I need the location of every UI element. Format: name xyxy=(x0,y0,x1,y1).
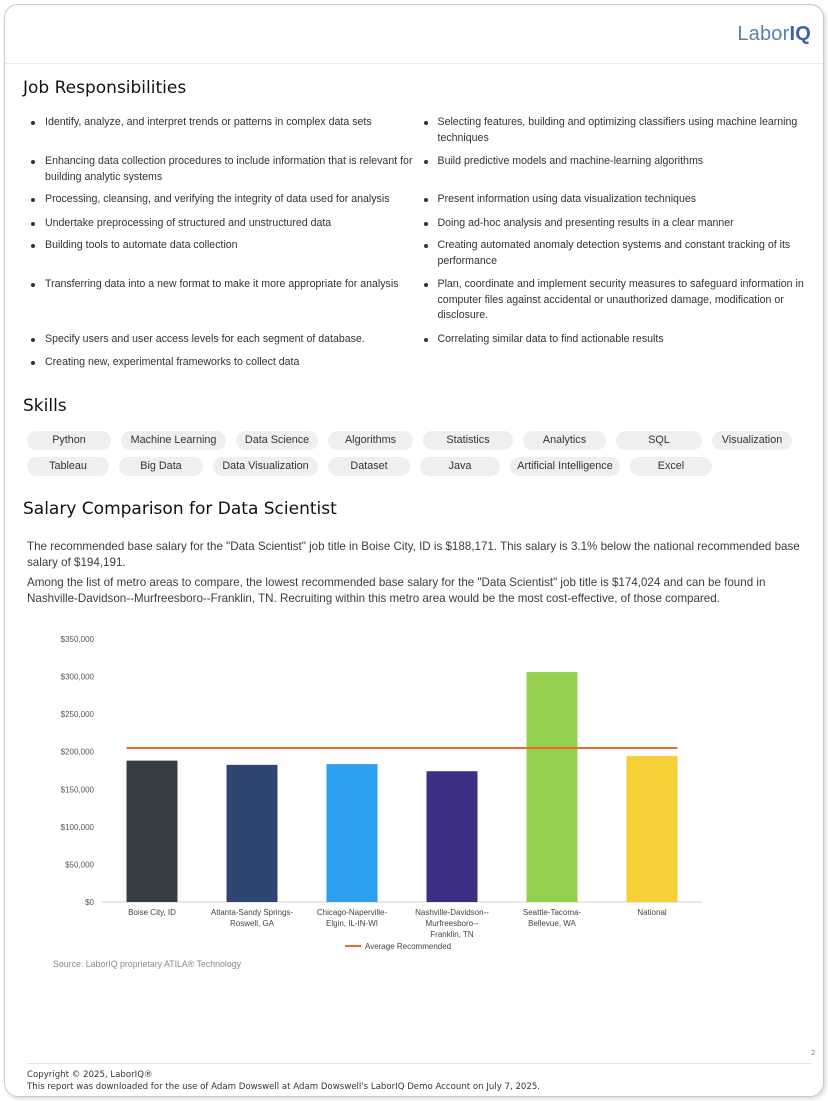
legend-label: Average Recommended xyxy=(365,942,452,951)
x-tick-label: Seattle-Tacoma- xyxy=(522,908,582,917)
responsibility-row xyxy=(27,216,812,232)
salary-bar xyxy=(427,771,478,902)
skill-chip: Python xyxy=(27,431,111,450)
skill-chip: Visualization xyxy=(712,431,792,450)
footer-divider xyxy=(27,1063,811,1064)
salary-bar-chart-svg xyxy=(27,613,775,961)
responsibility-column xyxy=(27,355,420,371)
responsibility-column xyxy=(420,277,813,324)
responsibility-item: Present information using data visualization techniques xyxy=(420,192,813,208)
x-tick-label: Boise City, ID xyxy=(128,908,176,917)
skill-chip: Java xyxy=(420,457,500,476)
x-tick-label: Elgin, IL-IN-WI xyxy=(325,919,379,928)
responsibility-item: Identify, analyze, and interpret trends or patterns in complex data sets xyxy=(27,115,420,131)
responsibility-item: Doing ad-hoc analysis and presenting results in a clear manner xyxy=(420,216,813,232)
logo-text-labor: Labor xyxy=(737,23,790,45)
skill-chip: Data Visualization xyxy=(213,457,318,476)
responsibility-column xyxy=(420,355,813,371)
salary-bar xyxy=(127,761,178,902)
salary-summary-paragraph: The recommended base salary for the "Data Scientist" job title in Boise City, ID is $188,171. This salary is 3.1% below the national recommended base salary of $194,191. xyxy=(27,540,800,569)
responsibility-item: Selecting features, building and optimizing classifiers using machine learning techniques xyxy=(420,115,813,146)
responsibility-column xyxy=(27,115,420,146)
responsibility-item: Specify users and user access levels for each segment of database. xyxy=(27,332,420,348)
y-tick-label: $200,000 xyxy=(60,747,94,757)
responsibility-row xyxy=(27,154,812,185)
responsibility-item: Plan, coordinate and implement security measures to safeguard information in computer files against accidental or unauthorized damage, modification or disclosure. xyxy=(420,277,813,324)
y-tick-label: $100,000 xyxy=(60,822,94,832)
responsibilities-list xyxy=(27,115,812,371)
skills-row-2 xyxy=(27,457,812,476)
skill-chip: Artificial Intelligence xyxy=(510,457,620,476)
salary-bar xyxy=(227,765,278,902)
x-tick-label: Murfreesboro-- xyxy=(425,919,479,928)
chart-source-note: Source: LaborIQ proprietary ATILA® Technology xyxy=(53,959,242,969)
responsibility-row xyxy=(27,355,812,371)
responsibility-column xyxy=(420,238,813,269)
x-tick-label: Chicago-Naperville- xyxy=(316,908,388,917)
salary-bar xyxy=(327,764,378,902)
responsibility-column xyxy=(27,154,420,185)
x-tick-label: Roswell, GA xyxy=(229,919,275,928)
responsibility-row xyxy=(27,192,812,208)
skill-chip: Data Science xyxy=(236,431,318,450)
y-tick-label: $50,000 xyxy=(65,860,94,870)
salary-heading: Salary Comparison for Data Scientist xyxy=(23,499,337,519)
responsibility-item: Undertake preprocessing of structured and unstructured data xyxy=(27,216,420,232)
x-tick-label: National xyxy=(637,908,667,917)
responsibility-item: Transferring data into a new format to make it more appropriate for analysis xyxy=(27,277,420,293)
skill-chip: Dataset xyxy=(328,457,410,476)
skill-chip: Machine Learning xyxy=(121,431,226,450)
responsibility-item: Creating new, experimental frameworks to collect data xyxy=(27,355,420,371)
x-tick-label: Franklin, TN xyxy=(430,930,474,939)
responsibility-column xyxy=(27,332,420,348)
skill-chip: Excel xyxy=(630,457,712,476)
header-divider xyxy=(5,63,823,64)
responsibility-column xyxy=(27,216,420,232)
responsibility-item: Correlating similar data to find actionable results xyxy=(420,332,813,348)
responsibility-row xyxy=(27,277,812,324)
skill-chip: Algorithms xyxy=(328,431,413,450)
responsibilities-heading: Job Responsibilities xyxy=(23,78,187,98)
skills-row-1 xyxy=(27,431,812,450)
salary-chart xyxy=(27,613,775,961)
responsibility-column xyxy=(420,216,813,232)
responsibility-column xyxy=(27,238,420,269)
responsibility-item: Creating automated anomaly detection systems and constant tracking of its performance xyxy=(420,238,813,269)
logo-text-iq: IQ xyxy=(789,23,811,45)
responsibility-column xyxy=(27,192,420,208)
report-page xyxy=(4,4,824,1097)
responsibility-column xyxy=(420,192,813,208)
x-tick-label: Nashville-Davidson-- xyxy=(415,908,489,917)
skills-chips xyxy=(27,431,812,483)
salary-bar xyxy=(627,756,678,902)
responsibility-item: Build predictive models and machine-learning algorithms xyxy=(420,154,813,170)
x-tick-label: Bellevue, WA xyxy=(528,919,576,928)
x-tick-label: Atlanta-Sandy Springs- xyxy=(210,908,294,917)
responsibility-item: Processing, cleansing, and verifying the integrity of data used for analysis xyxy=(27,192,420,208)
salary-bar xyxy=(527,672,578,902)
skill-chip: Tableau xyxy=(27,457,109,476)
responsibility-row xyxy=(27,115,812,146)
footer xyxy=(27,1069,540,1093)
skills-heading: Skills xyxy=(23,396,67,416)
y-tick-label: $250,000 xyxy=(60,710,94,720)
skill-chip: Analytics xyxy=(523,431,606,450)
skill-chip: Statistics xyxy=(423,431,513,450)
y-tick-label: $350,000 xyxy=(60,635,94,644)
responsibility-column xyxy=(420,154,813,185)
responsibility-item: Building tools to automate data collection xyxy=(27,238,420,254)
page-number: 2 xyxy=(811,1050,815,1057)
skill-chip: SQL xyxy=(616,431,702,450)
skill-chip: Big Data xyxy=(119,457,203,476)
y-tick-label: $150,000 xyxy=(60,785,94,795)
salary-lowest-paragraph: Among the list of metro areas to compare, the lowest recommended base salary for the "Data Scientist" job title is $174,024 and can be found in Nashville-Davidson--Murfreesboro--Franklin, TN. Recruiting within this metro area would be the most cost-effective, of those compared. xyxy=(27,576,766,605)
y-tick-label: $0 xyxy=(85,898,94,907)
responsibility-column xyxy=(420,332,813,348)
responsibility-row xyxy=(27,238,812,269)
copyright-text: Copyright © 2025, LaborIQ® xyxy=(27,1070,153,1080)
responsibility-column xyxy=(420,115,813,146)
responsibility-row xyxy=(27,332,812,348)
download-note: This report was downloaded for the use of Adam Dowswell at Adam Dowswell's LaborIQ Demo Account on July 7, 2025. xyxy=(27,1082,541,1092)
laboriq-logo xyxy=(737,23,811,46)
responsibility-item: Enhancing data collection procedures to include information that is relevant for building analytic systems xyxy=(27,154,420,185)
y-tick-label: $300,000 xyxy=(60,672,94,682)
responsibility-column xyxy=(27,277,420,324)
